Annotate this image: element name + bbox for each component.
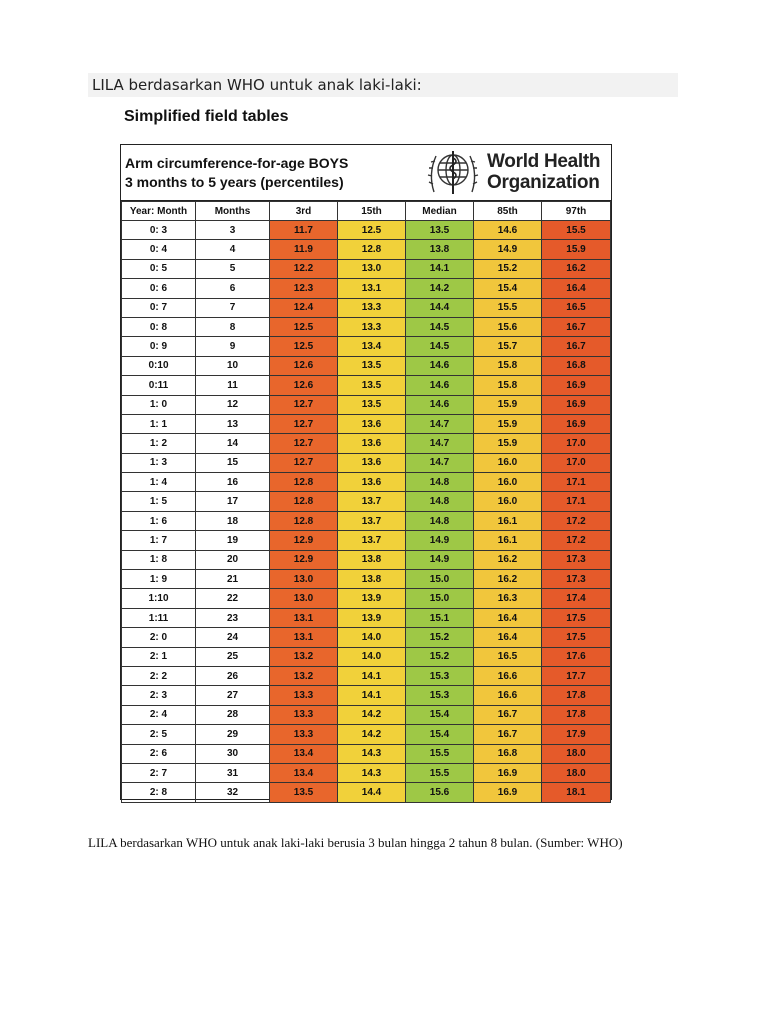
table-cell: 14.4 bbox=[406, 298, 474, 317]
table-cell: 13.9 bbox=[338, 589, 406, 608]
table-cell: 1: 0 bbox=[122, 395, 196, 414]
table-row bbox=[122, 589, 611, 608]
table-cell: 13.4 bbox=[270, 763, 338, 782]
table-cell: 16.4 bbox=[474, 608, 542, 627]
table-cell: 24 bbox=[196, 628, 270, 647]
table-cell: 11.9 bbox=[270, 240, 338, 259]
table-cell: 12.8 bbox=[270, 492, 338, 511]
table-row bbox=[122, 259, 611, 278]
table-cell: 29 bbox=[196, 725, 270, 744]
table-cell: 14.5 bbox=[406, 337, 474, 356]
table-cell: 16.9 bbox=[474, 783, 542, 802]
table-cell: 12.9 bbox=[270, 531, 338, 550]
table-cell: 17.2 bbox=[542, 531, 611, 550]
table-cell: 14.2 bbox=[406, 279, 474, 298]
table-cell: 16.2 bbox=[474, 550, 542, 569]
table-cell: 0: 6 bbox=[122, 279, 196, 298]
table-cell: 17.5 bbox=[542, 608, 611, 627]
column-header: 97th bbox=[542, 202, 611, 221]
table-cell: 12.9 bbox=[270, 550, 338, 569]
table-cell: 17.9 bbox=[542, 725, 611, 744]
table-cell: 16.8 bbox=[542, 356, 611, 375]
table-cell: 15.4 bbox=[474, 279, 542, 298]
table-row bbox=[122, 395, 611, 414]
table-cell: 15.4 bbox=[406, 725, 474, 744]
table-row bbox=[122, 550, 611, 569]
table-title bbox=[125, 154, 348, 192]
table-row bbox=[122, 608, 611, 627]
table-cell: 14.0 bbox=[338, 628, 406, 647]
table-cell: 8 bbox=[196, 317, 270, 336]
table-cell: 14.1 bbox=[406, 259, 474, 278]
table-cell: 13.1 bbox=[270, 628, 338, 647]
table-cell: 15.5 bbox=[542, 221, 611, 240]
table-cell: 13.8 bbox=[338, 570, 406, 589]
column-header: Months bbox=[196, 202, 270, 221]
table-cell: 15.9 bbox=[474, 414, 542, 433]
table-cell: 11.7 bbox=[270, 221, 338, 240]
table-cell: 12.7 bbox=[270, 395, 338, 414]
table-row bbox=[122, 686, 611, 705]
table-cell: 13.7 bbox=[338, 492, 406, 511]
table-cell: 2: 6 bbox=[122, 744, 196, 763]
table-cell: 12.5 bbox=[270, 317, 338, 336]
table-cell: 14.4 bbox=[338, 783, 406, 802]
table-cell: 13.3 bbox=[270, 725, 338, 744]
table-cell: 14.5 bbox=[406, 317, 474, 336]
table-body bbox=[122, 221, 611, 803]
table-cell: 10 bbox=[196, 356, 270, 375]
table-cell: 15.5 bbox=[406, 763, 474, 782]
table-cell: 2: 4 bbox=[122, 705, 196, 724]
table-row bbox=[122, 531, 611, 550]
table-cell: 14.9 bbox=[474, 240, 542, 259]
table-cell: 0: 8 bbox=[122, 317, 196, 336]
table-cell: 14.6 bbox=[406, 395, 474, 414]
table-cell: 13.3 bbox=[338, 298, 406, 317]
who-table-figure bbox=[120, 144, 612, 800]
table-cell: 13.3 bbox=[338, 317, 406, 336]
table-cell: 16.4 bbox=[542, 279, 611, 298]
table-cell: 1: 7 bbox=[122, 531, 196, 550]
table-cell: 16.0 bbox=[474, 492, 542, 511]
table-cell: 28 bbox=[196, 705, 270, 724]
table-cell: 14.8 bbox=[406, 511, 474, 530]
table-cell: 14.7 bbox=[406, 434, 474, 453]
table-cell: 13.0 bbox=[338, 259, 406, 278]
table-cell: 17.2 bbox=[542, 511, 611, 530]
table-cell: 15.9 bbox=[474, 395, 542, 414]
table-cell: 13.5 bbox=[338, 376, 406, 395]
table-cell: 1: 8 bbox=[122, 550, 196, 569]
table-cell: 1: 9 bbox=[122, 570, 196, 589]
table-cell: 16.9 bbox=[542, 414, 611, 433]
table-cell: 13.7 bbox=[338, 511, 406, 530]
table-cell: 13.7 bbox=[338, 531, 406, 550]
table-cell: 4 bbox=[196, 240, 270, 259]
table-cell: 2: 2 bbox=[122, 666, 196, 685]
table-cell: 16.7 bbox=[474, 705, 542, 724]
table-cell: 17.0 bbox=[542, 434, 611, 453]
table-cell: 13.1 bbox=[338, 279, 406, 298]
table-row bbox=[122, 705, 611, 724]
table-cell: 27 bbox=[196, 686, 270, 705]
table-cell: 13.2 bbox=[270, 666, 338, 685]
table-row bbox=[122, 725, 611, 744]
table-cell: 2: 1 bbox=[122, 647, 196, 666]
table-cell: 14.9 bbox=[406, 550, 474, 569]
table-row bbox=[122, 492, 611, 511]
table-cell: 0:10 bbox=[122, 356, 196, 375]
table-cell: 15.8 bbox=[474, 376, 542, 395]
table-cell: 14.6 bbox=[406, 356, 474, 375]
table-cell: 0: 9 bbox=[122, 337, 196, 356]
table-cell: 11 bbox=[196, 376, 270, 395]
table-cell: 13.4 bbox=[270, 744, 338, 763]
table-cell: 13.3 bbox=[270, 686, 338, 705]
table-row bbox=[122, 647, 611, 666]
table-cell: 13 bbox=[196, 414, 270, 433]
table-cell: 15.6 bbox=[406, 783, 474, 802]
table-cell: 13.9 bbox=[338, 608, 406, 627]
table-cell: 17.1 bbox=[542, 473, 611, 492]
column-header: Median bbox=[406, 202, 474, 221]
table-cell: 15.5 bbox=[406, 744, 474, 763]
table-cell: 16.2 bbox=[542, 259, 611, 278]
table-cell: 14.0 bbox=[338, 647, 406, 666]
table-cell: 19 bbox=[196, 531, 270, 550]
table-cell: 18.0 bbox=[542, 744, 611, 763]
table-cell: 17.5 bbox=[542, 628, 611, 647]
table-cell: 1: 1 bbox=[122, 414, 196, 433]
table-cell: 15.1 bbox=[406, 608, 474, 627]
table-cell: 13.8 bbox=[406, 240, 474, 259]
table-cell: 16.6 bbox=[474, 666, 542, 685]
page-heading: LILA berdasarkan WHO untuk anak laki-laki: bbox=[92, 76, 422, 94]
column-header: Year: Month bbox=[122, 202, 196, 221]
table-subtitle: Simplified field tables bbox=[124, 108, 289, 125]
table-cell: 13.6 bbox=[338, 434, 406, 453]
arm-circumference-table bbox=[121, 201, 611, 803]
table-cell: 16.2 bbox=[474, 570, 542, 589]
table-cell: 0: 3 bbox=[122, 221, 196, 240]
table-cell: 13.0 bbox=[270, 589, 338, 608]
table-row bbox=[122, 279, 611, 298]
table-cell: 17.3 bbox=[542, 550, 611, 569]
table-cell: 18.1 bbox=[542, 783, 611, 802]
table-cell: 23 bbox=[196, 608, 270, 627]
table-cell: 12.8 bbox=[270, 473, 338, 492]
table-cell: 12.6 bbox=[270, 356, 338, 375]
table-cell: 14.7 bbox=[406, 453, 474, 472]
table-cell: 6 bbox=[196, 279, 270, 298]
table-cell: 13.3 bbox=[270, 705, 338, 724]
table-cell: 15.8 bbox=[474, 356, 542, 375]
table-cell: 12.3 bbox=[270, 279, 338, 298]
table-cell: 13.4 bbox=[338, 337, 406, 356]
table-cell: 5 bbox=[196, 259, 270, 278]
table-cell: 2: 5 bbox=[122, 725, 196, 744]
table-cell: 16.9 bbox=[542, 395, 611, 414]
table-cell: 13.8 bbox=[338, 550, 406, 569]
table-cell: 12 bbox=[196, 395, 270, 414]
table-cell: 1: 2 bbox=[122, 434, 196, 453]
table-row bbox=[122, 511, 611, 530]
table-cell: 12.2 bbox=[270, 259, 338, 278]
table-cell: 7 bbox=[196, 298, 270, 317]
table-cell: 16.5 bbox=[474, 647, 542, 666]
table-cell: 17.8 bbox=[542, 705, 611, 724]
table-cell: 14.8 bbox=[406, 473, 474, 492]
table-cell: 32 bbox=[196, 783, 270, 802]
table-cell: 14.1 bbox=[338, 686, 406, 705]
table-cell: 0:11 bbox=[122, 376, 196, 395]
table-row bbox=[122, 434, 611, 453]
table-cell: 15 bbox=[196, 453, 270, 472]
table-row bbox=[122, 240, 611, 259]
table-cell: 13.5 bbox=[406, 221, 474, 240]
table-cell: 16.3 bbox=[474, 589, 542, 608]
table-cell: 2: 3 bbox=[122, 686, 196, 705]
table-row bbox=[122, 570, 611, 589]
table-cell: 15.3 bbox=[406, 686, 474, 705]
table-row bbox=[122, 744, 611, 763]
figure-caption: LILA berdasarkan WHO untuk anak laki-laki berusia 3 bulan hingga 2 tahun 8 bulan. (Sumber: WHO) bbox=[88, 835, 623, 850]
table-cell: 0: 4 bbox=[122, 240, 196, 259]
table-cell: 31 bbox=[196, 763, 270, 782]
table-cell: 14.9 bbox=[406, 531, 474, 550]
table-cell: 15.3 bbox=[406, 666, 474, 685]
table-cell: 16.6 bbox=[474, 686, 542, 705]
table-cell: 14.6 bbox=[406, 376, 474, 395]
table-cell: 18.0 bbox=[542, 763, 611, 782]
table-row bbox=[122, 221, 611, 240]
org-name-line1: World Health bbox=[487, 151, 601, 172]
table-cell: 16.0 bbox=[474, 473, 542, 492]
table-cell: 13.6 bbox=[338, 453, 406, 472]
table-cell: 22 bbox=[196, 589, 270, 608]
table-cell: 14.8 bbox=[406, 492, 474, 511]
table-cell: 18 bbox=[196, 511, 270, 530]
table-cell: 13.5 bbox=[338, 356, 406, 375]
table-cell: 13.6 bbox=[338, 473, 406, 492]
table-cell: 17.1 bbox=[542, 492, 611, 511]
table-cell: 15.5 bbox=[474, 298, 542, 317]
table-cell: 16.5 bbox=[542, 298, 611, 317]
table-cell: 16.4 bbox=[474, 628, 542, 647]
table-cell: 12.4 bbox=[270, 298, 338, 317]
table-cell: 16.1 bbox=[474, 511, 542, 530]
table-cell: 17.3 bbox=[542, 570, 611, 589]
table-cell: 12.5 bbox=[338, 221, 406, 240]
table-row bbox=[122, 337, 611, 356]
table-row bbox=[122, 763, 611, 782]
table-row bbox=[122, 317, 611, 336]
table-cell: 16.9 bbox=[542, 376, 611, 395]
table-cell: 14.6 bbox=[474, 221, 542, 240]
table-cell: 17.8 bbox=[542, 686, 611, 705]
figure-header bbox=[121, 145, 611, 201]
who-emblem-icon bbox=[426, 148, 480, 196]
table-cell: 14.1 bbox=[338, 666, 406, 685]
table-cell: 12.5 bbox=[270, 337, 338, 356]
table-cell: 13.0 bbox=[270, 570, 338, 589]
table-row bbox=[122, 783, 611, 802]
table-cell: 20 bbox=[196, 550, 270, 569]
table-row bbox=[122, 473, 611, 492]
table-cell: 12.7 bbox=[270, 434, 338, 453]
table-cell: 14 bbox=[196, 434, 270, 453]
table-cell: 15.0 bbox=[406, 570, 474, 589]
table-cell: 16.7 bbox=[542, 337, 611, 356]
table-cell: 16.8 bbox=[474, 744, 542, 763]
org-name-line2: Organization bbox=[487, 172, 600, 193]
table-title-line2: 3 months to 5 years (percentiles) bbox=[125, 174, 344, 190]
table-cell: 13.2 bbox=[270, 647, 338, 666]
table-cell: 13.5 bbox=[338, 395, 406, 414]
table-row bbox=[122, 453, 611, 472]
table-cell: 15.2 bbox=[406, 647, 474, 666]
table-row bbox=[122, 356, 611, 375]
table-cell: 1: 5 bbox=[122, 492, 196, 511]
table-cell: 15.7 bbox=[474, 337, 542, 356]
org-name bbox=[487, 151, 600, 193]
table-cell: 15.9 bbox=[474, 434, 542, 453]
table-cell: 3 bbox=[196, 221, 270, 240]
table-cell: 17 bbox=[196, 492, 270, 511]
table-cell: 1:10 bbox=[122, 589, 196, 608]
table-cell: 15.4 bbox=[406, 705, 474, 724]
table-cell: 30 bbox=[196, 744, 270, 763]
table-cell: 25 bbox=[196, 647, 270, 666]
column-header: 15th bbox=[338, 202, 406, 221]
table-cell: 16 bbox=[196, 473, 270, 492]
column-header: 3rd bbox=[270, 202, 338, 221]
table-cell: 16.0 bbox=[474, 453, 542, 472]
table-row bbox=[122, 376, 611, 395]
table-row bbox=[122, 298, 611, 317]
table-cell: 14.3 bbox=[338, 763, 406, 782]
table-cell: 17.4 bbox=[542, 589, 611, 608]
table-cell: 2: 7 bbox=[122, 763, 196, 782]
table-cell: 15.2 bbox=[406, 628, 474, 647]
heading-bar bbox=[88, 73, 678, 97]
table-cell: 12.7 bbox=[270, 453, 338, 472]
table-cell: 14.2 bbox=[338, 725, 406, 744]
table-cell: 16.7 bbox=[542, 317, 611, 336]
table-header-row bbox=[122, 202, 611, 221]
table-cell: 13.1 bbox=[270, 608, 338, 627]
table-cell: 16.1 bbox=[474, 531, 542, 550]
column-header: 85th bbox=[474, 202, 542, 221]
table-cell: 12.8 bbox=[270, 511, 338, 530]
table-cell: 26 bbox=[196, 666, 270, 685]
table-cell: 13.5 bbox=[270, 783, 338, 802]
table-cell: 12.6 bbox=[270, 376, 338, 395]
table-row bbox=[122, 628, 611, 647]
table-cell: 16.9 bbox=[474, 763, 542, 782]
table-cell: 1:11 bbox=[122, 608, 196, 627]
table-cell: 9 bbox=[196, 337, 270, 356]
table-cell: 15.9 bbox=[542, 240, 611, 259]
table-cell: 1: 6 bbox=[122, 511, 196, 530]
table-cell: 12.7 bbox=[270, 414, 338, 433]
table-cell: 0: 7 bbox=[122, 298, 196, 317]
table-cell: 16.7 bbox=[474, 725, 542, 744]
table-row bbox=[122, 666, 611, 685]
table-cell: 2: 0 bbox=[122, 628, 196, 647]
table-cell: 21 bbox=[196, 570, 270, 589]
table-cell: 14.2 bbox=[338, 705, 406, 724]
table-cell: 13.6 bbox=[338, 414, 406, 433]
table-cell: 1: 3 bbox=[122, 453, 196, 472]
table-title-line1: Arm circumference-for-age BOYS bbox=[125, 155, 349, 171]
table-cell: 2: 8 bbox=[122, 783, 196, 802]
table-cell: 15.2 bbox=[474, 259, 542, 278]
table-cell: 15.6 bbox=[474, 317, 542, 336]
table-cell: 14.7 bbox=[406, 414, 474, 433]
table-cell: 1: 4 bbox=[122, 473, 196, 492]
table-cell: 17.0 bbox=[542, 453, 611, 472]
table-cell: 17.7 bbox=[542, 666, 611, 685]
table-cell: 0: 5 bbox=[122, 259, 196, 278]
table-cell: 14.3 bbox=[338, 744, 406, 763]
table-cell: 17.6 bbox=[542, 647, 611, 666]
table-cell: 15.0 bbox=[406, 589, 474, 608]
table-cell: 12.8 bbox=[338, 240, 406, 259]
table-row bbox=[122, 414, 611, 433]
